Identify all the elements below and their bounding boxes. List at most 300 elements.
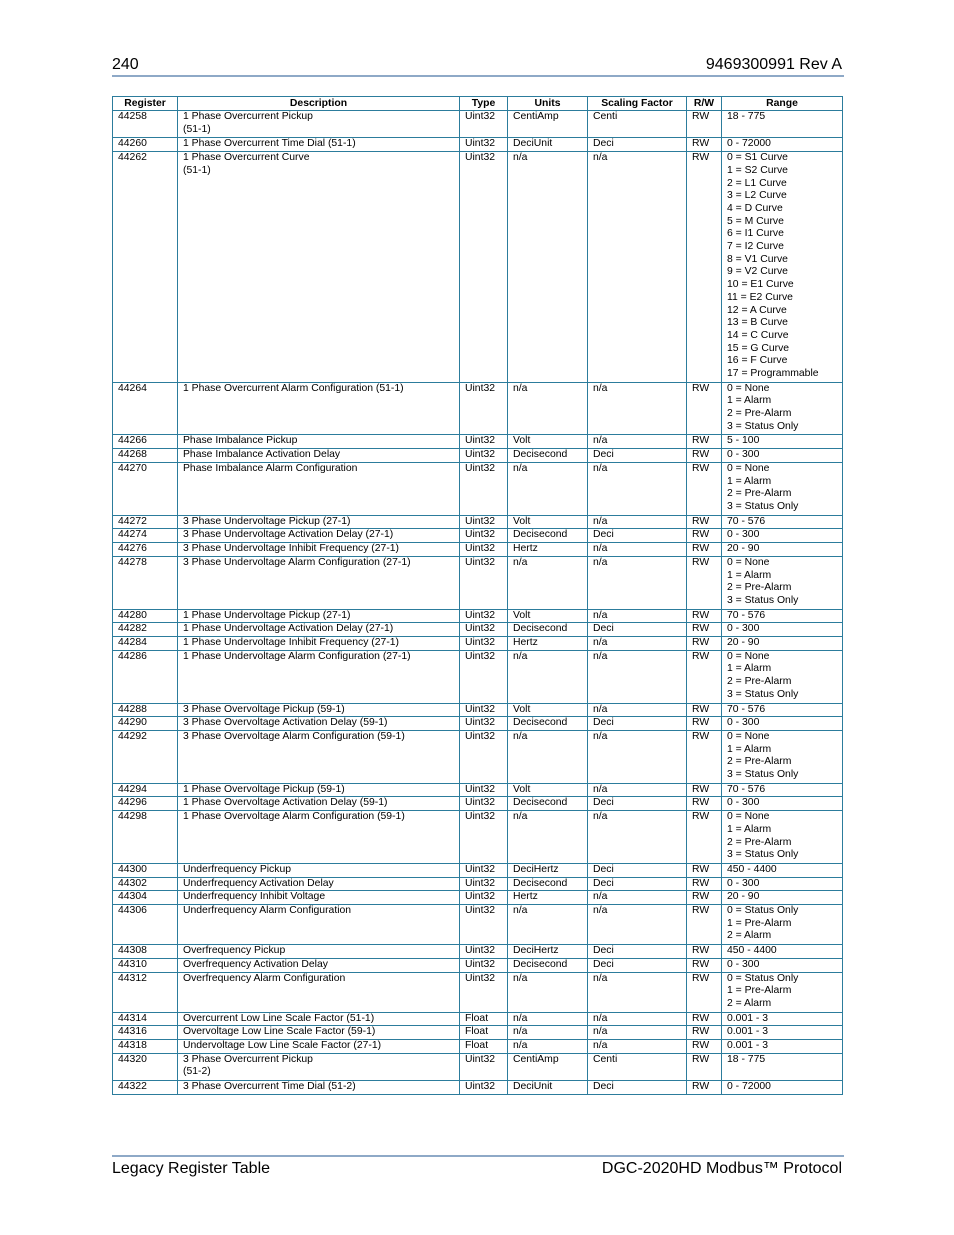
cell-description [178,1053,460,1080]
cell-description-line: 3 Phase Overvoltage Pickup (59-1) [183,703,345,715]
cell-range [722,543,843,557]
cell-type: Uint32 [460,449,508,463]
cell-range-line: 0 - 300 [727,449,760,461]
cell-range-line: 2 = L1 Curve [727,177,787,189]
cell-units: n/a [508,1012,588,1026]
cell-scaling-factor: n/a [588,637,687,651]
cell-range-line: 0 = Status Only [727,972,799,984]
cell-description [178,637,460,651]
cell-type: Uint32 [460,152,508,383]
cell-range-line: 2 = Alarm [727,930,772,942]
cell-type: Float [460,1040,508,1054]
cell-description [178,1040,460,1054]
cell-range [722,1081,843,1095]
cell-scaling-factor: n/a [588,543,687,557]
cell-register: 44318 [113,1040,178,1054]
cell-range [722,972,843,1012]
cell-type: Uint32 [460,462,508,515]
cell-register: 44302 [113,877,178,891]
cell-description [178,730,460,783]
cell-range-line: 0 = None [727,650,770,662]
cell-range [722,1012,843,1026]
cell-type: Uint32 [460,797,508,811]
cell-range-line: 1 = Alarm [727,663,772,675]
cell-rw: RW [687,877,722,891]
cell-scaling-factor: Deci [588,877,687,891]
cell-description-line: 1 Phase Undervoltage Inhibit Frequency (27-1) [183,637,400,648]
cell-register: 44272 [113,515,178,529]
cell-rw: RW [687,435,722,449]
cell-register: 44298 [113,811,178,864]
table-row [113,1040,843,1054]
cell-register: 44308 [113,945,178,959]
table-row [113,972,843,1012]
cell-description-line: Phase Imbalance Pickup [183,435,298,447]
table-row [113,811,843,864]
cell-description [178,449,460,463]
section-title: Legacy Register Table [112,1160,271,1177]
table-row [113,717,843,731]
cell-range-line: 17 = Programmable [727,368,819,380]
table-row [113,435,843,449]
cell-rw: RW [687,529,722,543]
column-header-type: Type [460,97,508,111]
cell-type: Uint32 [460,1081,508,1095]
table-header-row [113,97,843,111]
cell-rw: RW [687,1053,722,1080]
cell-description [178,863,460,877]
cell-range [722,811,843,864]
cell-units: Volt [508,703,588,717]
cell-register: 44284 [113,637,178,651]
cell-rw: RW [687,863,722,877]
cell-range-line: 3 = Status Only [727,501,799,512]
cell-units: n/a [508,556,588,609]
table-row [113,905,843,945]
cell-units: n/a [508,382,588,435]
table-row [113,797,843,811]
cell-register: 44274 [113,529,178,543]
cell-range [722,703,843,717]
cell-range-line: 18 - 775 [727,111,766,122]
cell-range [722,556,843,609]
cell-register: 44306 [113,905,178,945]
cell-range-line: 12 = A Curve [727,304,787,316]
cell-range-line: 0 - 300 [727,717,760,729]
column-header-register: Register [113,97,178,111]
cell-range-line: 1 = Alarm [727,475,772,487]
cell-range-line: 0 = None [727,811,770,823]
cell-range-line: 20 - 90 [727,543,760,555]
cell-range-line: 2 = Pre-Alarm [727,836,792,848]
table-row [113,543,843,557]
cell-units: Decisecond [508,717,588,731]
cell-range-line: 0.001 - 3 [727,1012,769,1024]
cell-description [178,650,460,703]
cell-description-line: 1 Phase Overcurrent Time Dial (51-1) [183,138,356,150]
cell-range [722,435,843,449]
cell-scaling-factor: Deci [588,958,687,972]
cell-units: Decisecond [508,797,588,811]
cell-type: Uint32 [460,891,508,905]
cell-register: 44276 [113,543,178,557]
cell-rw: RW [687,958,722,972]
cell-scaling-factor: n/a [588,811,687,864]
cell-range [722,730,843,783]
page-number: 240 [112,56,139,73]
cell-range-line: 20 - 90 [727,891,760,903]
cell-range-line: 3 = Status Only [727,688,799,700]
cell-scaling-factor: n/a [588,650,687,703]
cell-description-line: Undervoltage Low Line Scale Factor (27-1) [183,1040,382,1052]
cell-type: Float [460,1012,508,1026]
cell-units: Decisecond [508,449,588,463]
table-row [113,637,843,651]
cell-description [178,382,460,435]
cell-range-line: 2 = Pre-Alarm [727,408,792,420]
cell-range-line: 0 = Status Only [727,905,799,917]
cell-scaling-factor: Deci [588,138,687,152]
cell-units: CentiAmp [508,1053,588,1080]
cell-type: Uint32 [460,609,508,623]
cell-scaling-factor: n/a [588,730,687,783]
cell-description [178,945,460,959]
page-footer [112,1159,842,1181]
cell-scaling-factor: n/a [588,972,687,1012]
cell-range-line: 70 - 576 [727,609,766,621]
cell-range-line: 1 = Alarm [727,395,772,407]
cell-rw: RW [687,556,722,609]
table-row [113,138,843,152]
table-row [113,650,843,703]
cell-range-line: 16 = F Curve [727,355,788,367]
cell-description [178,543,460,557]
cell-type: Uint32 [460,1053,508,1080]
column-header-rw: R/W [687,97,722,111]
cell-description-line: Phase Imbalance Activation Delay [183,449,341,461]
cell-type: Uint32 [460,811,508,864]
cell-description [178,905,460,945]
cell-rw: RW [687,543,722,557]
cell-range-line: 70 - 576 [727,783,766,795]
cell-range [722,877,843,891]
cell-range [722,529,843,543]
cell-range-line: 0 - 300 [727,623,760,635]
cell-units: Decisecond [508,623,588,637]
cell-type: Uint32 [460,905,508,945]
cell-range [722,783,843,797]
cell-range [722,863,843,877]
cell-type: Uint32 [460,783,508,797]
table-row [113,730,843,783]
cell-units: n/a [508,1026,588,1040]
column-header-scaling-factor: Scaling Factor [588,97,687,111]
cell-description [178,811,460,864]
cell-range-line: 2 = Pre-Alarm [727,756,792,768]
cell-range [722,1053,843,1080]
cell-type: Uint32 [460,650,508,703]
cell-description [178,556,460,609]
cell-range-line: 18 - 775 [727,1053,766,1065]
cell-type: Uint32 [460,515,508,529]
cell-register: 44286 [113,650,178,703]
cell-description-line: Underfrequency Activation Delay [183,877,334,889]
table-body [113,111,843,1095]
cell-type: Uint32 [460,958,508,972]
cell-register: 44316 [113,1026,178,1040]
cell-type: Uint32 [460,543,508,557]
cell-range-line: 5 - 100 [727,435,760,447]
table-row [113,462,843,515]
cell-units: Decisecond [508,877,588,891]
cell-range-line: 0 = None [727,382,770,394]
cell-rw: RW [687,609,722,623]
cell-description [178,972,460,1012]
cell-register: 44282 [113,623,178,637]
cell-units: n/a [508,152,588,383]
cell-description [178,609,460,623]
cell-units: Hertz [508,637,588,651]
cell-register: 44266 [113,435,178,449]
table-row [113,783,843,797]
cell-rw: RW [687,637,722,651]
cell-scaling-factor: Deci [588,529,687,543]
cell-range-line: 7 = I2 Curve [727,241,784,253]
cell-units: DeciUnit [508,1081,588,1095]
cell-range-line: 0 - 72000 [727,138,771,150]
cell-description [178,529,460,543]
cell-register: 44296 [113,797,178,811]
cell-rw: RW [687,111,722,138]
cell-units: Volt [508,783,588,797]
cell-scaling-factor: n/a [588,1012,687,1026]
cell-range-line: 1 = Alarm [727,823,772,835]
cell-units: n/a [508,1040,588,1054]
cell-description-line: 1 Phase Overvoltage Pickup (59-1) [183,783,345,795]
cell-scaling-factor: n/a [588,783,687,797]
cell-range [722,945,843,959]
cell-register: 44312 [113,972,178,1012]
cell-units: CentiAmp [508,111,588,138]
cell-range-line: 1 = Pre-Alarm [727,985,792,997]
cell-range [722,650,843,703]
cell-register: 44270 [113,462,178,515]
cell-rw: RW [687,891,722,905]
cell-description-line: 3 Phase Overcurrent Pickup [183,1053,313,1065]
cell-rw: RW [687,905,722,945]
cell-scaling-factor: n/a [588,703,687,717]
cell-units: Volt [508,435,588,449]
cell-range-line: 1 = Alarm [727,569,772,581]
table-row [113,623,843,637]
cell-rw: RW [687,515,722,529]
cell-range-line: 2 = Pre-Alarm [727,488,792,500]
table-row [113,1053,843,1080]
cell-description-line: Overfrequency Alarm Configuration [183,972,346,984]
cell-range-line: 0.001 - 3 [727,1040,769,1052]
cell-range-line: 70 - 576 [727,515,766,527]
cell-range-line: 70 - 576 [727,703,766,715]
cell-range-line: 0.001 - 3 [727,1026,769,1038]
cell-rw: RW [687,1026,722,1040]
cell-range [722,1040,843,1054]
cell-range [722,797,843,811]
cell-scaling-factor: n/a [588,1026,687,1040]
table-row [113,556,843,609]
cell-rw: RW [687,703,722,717]
cell-range [722,111,843,138]
cell-description-line: (51-2) [183,1066,211,1078]
table-row [113,1026,843,1040]
cell-register: 44314 [113,1012,178,1026]
cell-scaling-factor: Deci [588,945,687,959]
cell-type: Uint32 [460,382,508,435]
table-row [113,703,843,717]
cell-register: 44290 [113,717,178,731]
cell-units: Decisecond [508,529,588,543]
cell-rw: RW [687,138,722,152]
cell-register: 44294 [113,783,178,797]
cell-register: 44300 [113,863,178,877]
table-row [113,1012,843,1026]
cell-units: DeciUnit [508,138,588,152]
cell-description [178,435,460,449]
cell-register: 44258 [113,111,178,138]
table-row [113,958,843,972]
cell-description [178,783,460,797]
cell-scaling-factor: n/a [588,462,687,515]
cell-description-line: Overvoltage Low Line Scale Factor (59-1) [183,1026,376,1038]
footer-rule [112,1155,844,1157]
cell-range-line: 0 = S1 Curve [727,152,788,164]
cell-range-line: 0 - 300 [727,877,760,889]
cell-rw: RW [687,972,722,1012]
cell-rw: RW [687,730,722,783]
cell-range [722,609,843,623]
cell-range-line: 14 = C Curve [727,329,789,341]
cell-range-line: 0 - 300 [727,958,760,970]
cell-scaling-factor: n/a [588,1040,687,1054]
cell-rw: RW [687,382,722,435]
cell-range [722,905,843,945]
cell-description [178,877,460,891]
cell-description-line: Overfrequency Activation Delay [183,958,328,970]
cell-range [722,1026,843,1040]
cell-description-line: 1 Phase Undervoltage Activation Delay (27-1) [183,623,394,635]
cell-range-line: 3 = Status Only [727,594,799,606]
cell-range-line: 11 = E2 Curve [727,291,793,303]
cell-type: Uint32 [460,435,508,449]
table-row [113,863,843,877]
cell-rw: RW [687,717,722,731]
cell-register: 44264 [113,382,178,435]
cell-range-line: 0 = None [727,556,770,568]
cell-range-line: 0 - 300 [727,797,760,809]
cell-register: 44262 [113,152,178,383]
table-row [113,111,843,138]
cell-description [178,623,460,637]
cell-description [178,152,460,383]
cell-type: Uint32 [460,529,508,543]
cell-description [178,891,460,905]
cell-description [178,797,460,811]
table-row [113,891,843,905]
cell-rw: RW [687,783,722,797]
cell-scaling-factor: Deci [588,449,687,463]
cell-rw: RW [687,152,722,383]
document-title: DGC-2020HD Modbus™ Protocol [601,1160,842,1177]
cell-description-line: 3 Phase Undervoltage Inhibit Frequency (27-1) [183,543,400,555]
cell-range-line: 2 = Pre-Alarm [727,582,792,594]
cell-rw: RW [687,650,722,703]
table-row [113,515,843,529]
cell-range-line: 1 = Alarm [727,743,772,755]
cell-range-line: 20 - 90 [727,637,760,648]
cell-type: Uint32 [460,730,508,783]
cell-range [722,515,843,529]
cell-units: DeciHertz [508,863,588,877]
cell-range-line: 0 = None [727,462,770,474]
register-table [112,96,843,1095]
cell-scaling-factor: Deci [588,863,687,877]
cell-description-line: 3 Phase Overvoltage Activation Delay (59-1) [183,717,388,729]
table-row [113,152,843,383]
cell-units: n/a [508,462,588,515]
cell-range-line: 15 = G Curve [727,342,790,354]
cell-description-line: Overfrequency Pickup [183,945,286,957]
cell-type: Uint32 [460,945,508,959]
cell-scaling-factor: Deci [588,1081,687,1095]
cell-range-line: 450 - 4400 [727,863,777,875]
cell-scaling-factor: Deci [588,717,687,731]
cell-range [722,138,843,152]
cell-register: 44280 [113,609,178,623]
column-header-description: Description [178,97,460,111]
cell-description-line: 3 Phase Overvoltage Alarm Configuration (59-1) [183,730,405,742]
cell-register: 44304 [113,891,178,905]
cell-range [722,623,843,637]
cell-description-line: Overcurrent Low Line Scale Factor (51-1) [183,1012,375,1024]
cell-range-line: 2 = Pre-Alarm [727,676,792,688]
table-row [113,877,843,891]
table-row [113,609,843,623]
cell-register: 44322 [113,1081,178,1095]
cell-description-line: 1 Phase Overcurrent Pickup [183,111,313,122]
cell-scaling-factor: n/a [588,515,687,529]
cell-register: 44288 [113,703,178,717]
cell-scaling-factor: n/a [588,382,687,435]
cell-description-line: Phase Imbalance Alarm Configuration [183,462,358,474]
cell-rw: RW [687,449,722,463]
cell-description-line: Underfrequency Inhibit Voltage [183,891,326,903]
cell-range-line: 10 = E1 Curve [727,279,794,291]
cell-range [722,462,843,515]
cell-range-line: 2 = Alarm [727,997,772,1009]
cell-units: n/a [508,650,588,703]
cell-units: DeciHertz [508,945,588,959]
cell-scaling-factor: n/a [588,556,687,609]
cell-type: Uint32 [460,703,508,717]
cell-rw: RW [687,945,722,959]
cell-units: Decisecond [508,958,588,972]
cell-description [178,111,460,138]
cell-register: 44260 [113,138,178,152]
cell-scaling-factor: n/a [588,609,687,623]
column-header-range: Range [722,97,843,111]
column-header-units: Units [508,97,588,111]
cell-range-line: 3 = L2 Curve [727,190,787,202]
cell-type: Uint32 [460,138,508,152]
